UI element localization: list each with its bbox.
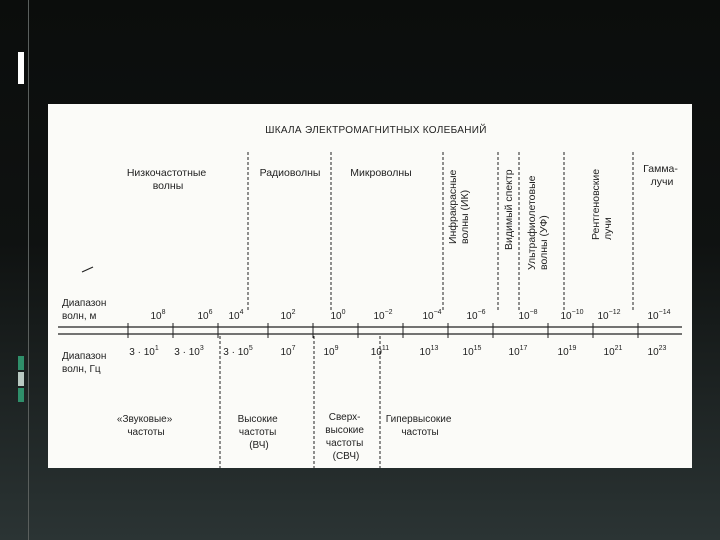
frequency-axis-label: Диапазон волн, Гц: [62, 351, 107, 375]
em-spectrum-diagram: [48, 104, 692, 468]
wavelength-tick-label: $10^8$: [150, 309, 166, 322]
wavelength-tick-label: $10^{-8}$: [518, 309, 538, 322]
diagram-title: ШКАЛА ЭЛЕКТРОМАГНИТНЫХ КОЛЕБАНИЙ: [265, 125, 487, 136]
frequency-tick-label: $10^9$: [323, 345, 339, 358]
band-low-frequency: Низкочастотные волны: [126, 167, 207, 192]
frequency-tick-label: $3 \cdot 10^5$: [223, 345, 253, 358]
wavelength-tick-label: $10^0$: [330, 309, 346, 322]
band-high-frequencies: Высокие частоты (ВЧ): [237, 414, 278, 451]
frequency-tick-label: $10^{15}$: [462, 345, 482, 358]
band-sound-frequencies: «Звуковые» частоты: [116, 414, 173, 438]
frequency-tick-label: $10^{19}$: [557, 345, 577, 358]
band-ultraviolet: Ультрафиолетовые волны (УФ): [526, 175, 550, 270]
wavelength-tick-label: $10^6$: [197, 309, 213, 322]
accent-square-3: [18, 388, 24, 402]
em-spectrum-scale-image: [48, 104, 692, 468]
band-gamma: Гамма- лучи: [643, 163, 678, 188]
band-radio: Радиоволны: [259, 167, 321, 179]
wavelength-tick-label: $10^{-2}$: [373, 309, 393, 322]
wavelength-axis-label: Диапазон волн, м: [62, 298, 107, 322]
frequency-tick-label: $10^{21}$: [603, 345, 623, 358]
frequency-tick-label: $10^{17}$: [508, 345, 528, 358]
band-infrared: Инфракрасные волны (ИК): [447, 169, 471, 244]
wavelength-tick-label: $10^{-6}$: [466, 309, 486, 322]
frequency-tick-label: $10^{11}$: [370, 345, 390, 358]
frequency-tick-label: $10^7$: [280, 345, 296, 358]
wavelength-tick-label: $10^2$: [280, 309, 296, 322]
wavelength-tick-label: $10^{-4}$: [422, 309, 442, 322]
frequency-tick-label: $3 \cdot 10^1$: [129, 345, 159, 358]
frequency-tick-labels: [129, 345, 666, 358]
left-border-line: [28, 0, 29, 540]
frequency-tick-label: $10^{23}$: [647, 345, 667, 358]
band-micro: Микроволны: [350, 167, 412, 179]
band-visible: Видимый спектр: [503, 169, 515, 250]
frequency-tick-label: $10^{13}$: [419, 345, 439, 358]
wavelength-tick-label: $10^{-14}$: [647, 309, 671, 322]
frequency-tick-label: $3 \cdot 10^3$: [174, 345, 204, 358]
wavelength-tick-label: $10^4$: [228, 309, 244, 322]
wavelength-tick-labels: [150, 309, 670, 322]
axis-ticks: [128, 323, 638, 338]
band-hyper-high-frequencies: Гипервысокие частоты: [385, 414, 452, 438]
accent-square-1: [18, 356, 24, 370]
band-super-high-frequencies: Сверх- высокие частоты (СВЧ): [325, 412, 364, 462]
band-xray: Рентгеновские лучи: [590, 168, 614, 240]
title-accent-bar: [18, 52, 24, 84]
wavelength-tick-label: $10^{-12}$: [597, 309, 621, 322]
wavelength-tick-label: $10^{-10}$: [560, 309, 584, 322]
pen-mark: [82, 267, 93, 272]
accent-square-2: [18, 372, 24, 386]
